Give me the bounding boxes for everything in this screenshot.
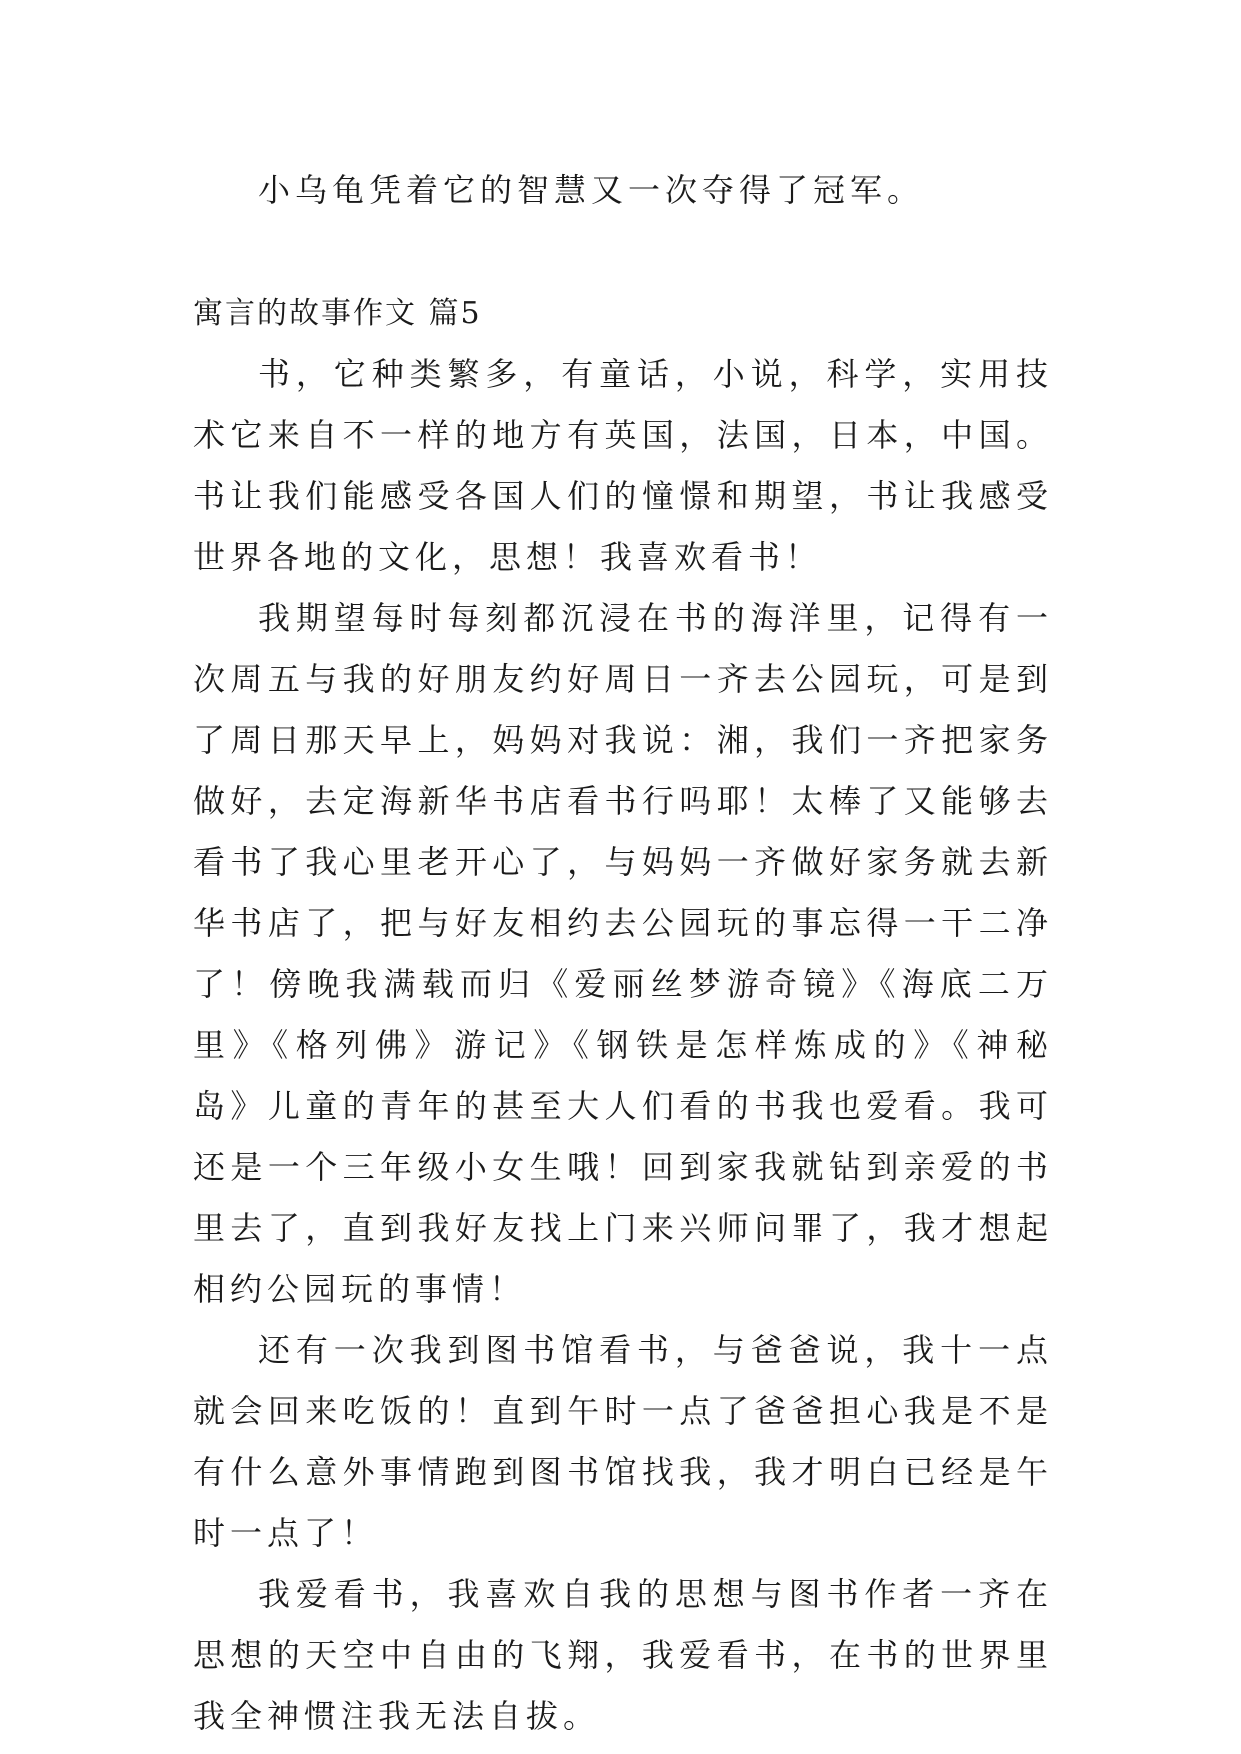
paragraph-1: 书，它种类繁多，有童话，小说，科学，实用技术它来自不一样的地方有英国，法国，日本，中国。书让我们能感受各国人们的憧憬和期望，书让我感受世界各地的文化，思想！我喜欢看书！	[193, 355, 1053, 576]
paragraph-4: 我爱看书，我喜欢自我的思想与图书作者一齐在思想的天空中自由的飞翔，我爱看书，在书的世界里我全神惯注我无法自拔。	[193, 1575, 1053, 1735]
section-title: 寓言的故事作文 篇5	[193, 296, 482, 331]
opening-paragraph: 小乌龟凭着它的智慧又一次夺得了冠军。	[258, 171, 925, 209]
paragraph-2: 我期望每时每刻都沉浸在书的海洋里，记得有一次周五与我的好朋友约好周日一齐去公园玩，可是到了周日那天早上，妈妈对我说：湘，我们一齐把家务做好，去定海新华书店看书行吗耶！太棒了又能够去看书了我心里老开心了，与妈妈一齐做好家务就去新华书店了，把与好友相约去公园玩的事忘得一干二净了！傍晚我满载而归《爱丽丝梦游奇镜》《海底二万里》《格列佛》游记》《钢铁是怎样炼成的》《神秘岛》儿童的青年的甚至大人们看的书我也爱看。我可还是一个三年级小女生哦！回到家我就钻到亲爱的书里去了，直到我好友找上门来兴师问罪了，我才想起相约公园玩的事情！	[193, 599, 1053, 1308]
paragraph-3: 还有一次我到图书馆看书，与爸爸说，我十一点就会回来吃饭的！直到午时一点了爸爸担心我是不是有什么意外事情跑到图书馆找我，我才明白已经是午时一点了！	[193, 1331, 1053, 1552]
document-body	[193, 160, 1053, 1747]
